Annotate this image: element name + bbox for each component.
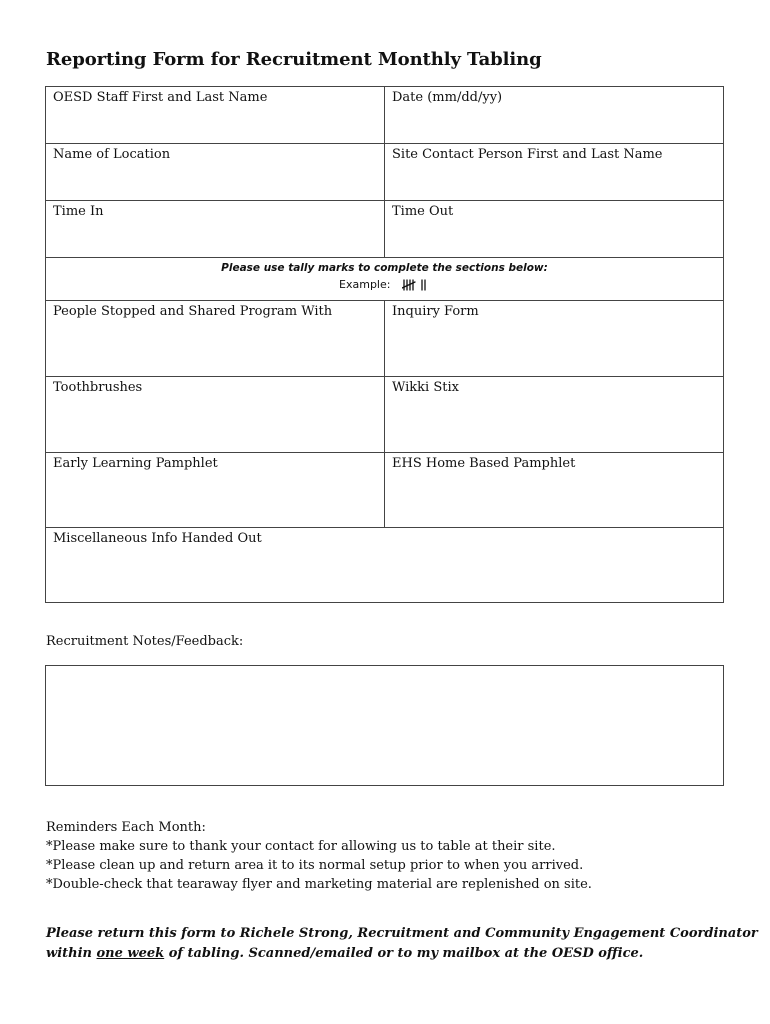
return-note-line1: Please return this form to Richele Strong, Recruitment and Community Engagement Coordinator	[46, 926, 758, 941]
date-label: Date (mm/dd/yy)	[392, 90, 503, 105]
reminder-item: *Please clean up and return area it to its normal setup prior to when you arrived.	[46, 858, 584, 873]
reminders-heading: Reminders Each Month:	[46, 820, 206, 835]
ehs-home-label: EHS Home Based Pamphlet	[392, 456, 576, 471]
return-note-line2	[46, 944, 758, 964]
return-note-line2-end: of tabling. Scanned/emailed or to my mailbox at the OESD office.	[164, 946, 644, 961]
tally-instruction: Please use tally marks to complete the sections below:	[221, 262, 548, 274]
tabling-form-table	[45, 86, 724, 603]
people-stopped-field[interactable]	[46, 301, 385, 376]
form-row-misc	[46, 528, 723, 602]
early-learning-label: Early Learning Pamphlet	[53, 456, 218, 471]
return-instructions	[46, 924, 758, 964]
notes-label: Recruitment Notes/Feedback:	[46, 634, 244, 649]
toothbrushes-field[interactable]	[46, 377, 385, 452]
example-label: Example:	[339, 278, 391, 291]
location-label: Name of Location	[53, 147, 171, 162]
form-row-pamphlets	[46, 453, 723, 528]
site-contact-label: Site Contact Person First and Last Name	[392, 147, 663, 162]
tally-marks-icon	[402, 278, 430, 292]
tally-example	[46, 278, 723, 292]
return-note-line2-start: within	[46, 946, 97, 961]
misc-label: Miscellaneous Info Handed Out	[53, 531, 262, 546]
form-row-toothbrushes-wikki	[46, 377, 723, 453]
inquiry-form-field[interactable]	[385, 301, 723, 376]
location-field[interactable]	[46, 144, 385, 200]
date-field[interactable]	[385, 87, 723, 143]
early-learning-field[interactable]	[46, 453, 385, 527]
time-in-field[interactable]	[46, 201, 385, 257]
people-stopped-label: People Stopped and Shared Program With	[53, 304, 333, 319]
notes-textarea[interactable]	[45, 665, 724, 786]
wikki-stix-field[interactable]	[385, 377, 723, 452]
time-in-label: Time In	[53, 204, 104, 219]
return-deadline: one week	[96, 946, 165, 961]
wikki-stix-label: Wikki Stix	[392, 380, 459, 395]
form-row-location-contact	[46, 144, 723, 201]
toothbrushes-label: Toothbrushes	[53, 380, 143, 395]
form-row-staff-date	[46, 87, 723, 144]
page-title: Reporting Form for Recruitment Monthly Tabling	[46, 49, 542, 70]
ehs-home-field[interactable]	[385, 453, 723, 527]
time-out-label: Time Out	[392, 204, 454, 219]
reminder-item: *Please make sure to thank your contact for allowing us to table at their site.	[46, 839, 556, 854]
form-row-time	[46, 201, 723, 258]
time-out-field[interactable]	[385, 201, 723, 257]
form-row-people-inquiry	[46, 301, 723, 377]
staff-name-label: OESD Staff First and Last Name	[53, 90, 268, 105]
tally-instruction-row	[46, 258, 723, 301]
reminders-section	[46, 818, 592, 894]
site-contact-field[interactable]	[385, 144, 723, 200]
misc-field[interactable]	[46, 528, 723, 602]
staff-name-field[interactable]	[46, 87, 385, 143]
reminder-item: *Double-check that tearaway flyer and marketing material are replenished on site.	[46, 877, 592, 892]
inquiry-form-label: Inquiry Form	[392, 304, 479, 319]
